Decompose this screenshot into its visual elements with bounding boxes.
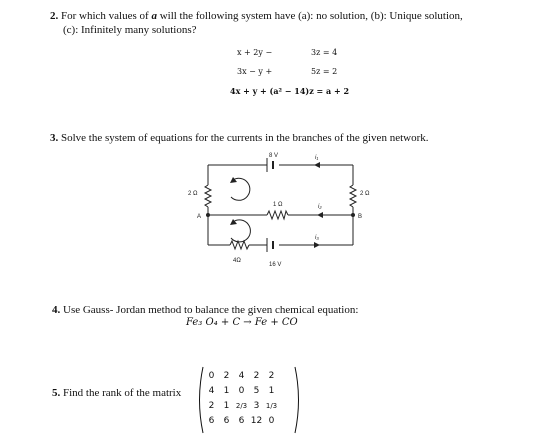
variable-a: a xyxy=(151,10,157,22)
matrix-cell: 3 xyxy=(253,400,260,411)
label-current-2: i₂ xyxy=(318,204,322,210)
question-5-text: Find the rank of the matrix xyxy=(60,387,182,399)
matrix-cell: 6 xyxy=(208,415,215,426)
equation-2-left: 3x − y + xyxy=(237,67,273,76)
battery-8v xyxy=(267,158,273,172)
label-current-1: i₁ xyxy=(315,155,319,161)
matrix-cell: 4 xyxy=(208,385,215,396)
question-5 xyxy=(52,386,181,400)
matrix-cell: 4 xyxy=(238,370,245,381)
label-node-b: B xyxy=(358,214,363,220)
rank-matrix xyxy=(195,364,303,436)
label-bottom-resistor: 4Ω xyxy=(233,258,241,264)
matrix-cell: 1/3 xyxy=(265,401,278,410)
matrix-cell: 2 xyxy=(253,370,260,381)
question-4-number: 4. xyxy=(52,304,61,316)
current-arrow-1 xyxy=(314,162,320,168)
matrix-row xyxy=(204,398,279,413)
label-16v: 16 V xyxy=(269,262,282,268)
matrix-cell: 12 xyxy=(250,415,263,426)
question-4-text: Use Gauss- Jordan method to balance the given chemical equation: xyxy=(60,304,359,316)
matrix-row xyxy=(204,413,279,428)
question-4 xyxy=(52,303,532,317)
circuit-diagram xyxy=(175,150,380,275)
matrix-cell: 2 xyxy=(208,400,215,411)
equation-2-right: 5z = 2 xyxy=(311,67,338,76)
matrix-cell: 0 xyxy=(238,385,245,396)
question-3-text: Solve the system of equations for the currents in the branches of the given network. xyxy=(58,132,429,144)
matrix-cell: 2/3 xyxy=(235,401,248,410)
matrix-row xyxy=(204,383,279,398)
matrix-cell: 2 xyxy=(223,370,230,381)
question-2-text-end: will the following system have (a): no solution, (b): Unique solution, xyxy=(156,10,463,22)
matrix-cell: 0 xyxy=(208,370,215,381)
question-3-number: 3. xyxy=(50,132,59,144)
matrix-cell: 5 xyxy=(253,385,260,396)
resistor-right xyxy=(350,185,356,207)
label-node-a: A xyxy=(197,214,202,220)
question-3 xyxy=(50,131,530,145)
equation-1-right: 3z = 4 xyxy=(311,48,338,57)
resistor-middle xyxy=(267,211,288,219)
matrix-cell: 1 xyxy=(223,400,230,411)
question-2 xyxy=(50,9,530,23)
question-2-number: 2. xyxy=(50,10,59,22)
chemical-equation: Fe₃ O₄ + C → Fe + CO xyxy=(186,317,298,328)
matrix-cell: 6 xyxy=(223,415,230,426)
matrix-cell: 1 xyxy=(268,385,275,396)
equation-1-left: x + 2y − xyxy=(237,48,273,57)
battery-16v xyxy=(267,238,273,252)
label-right-resistor: 2 Ω xyxy=(360,191,370,197)
current-arrow-2 xyxy=(317,212,323,218)
question-5-number: 5. xyxy=(52,387,61,399)
matrix-cell: 1 xyxy=(223,385,230,396)
matrix-row xyxy=(204,368,279,383)
question-2-text-start: For which values of xyxy=(58,10,152,22)
label-middle-resistor: 1 Ω xyxy=(273,202,283,208)
current-arrow-3 xyxy=(314,242,320,248)
matrix-cell: 2 xyxy=(268,370,275,381)
matrix-cell: 0 xyxy=(268,415,275,426)
equation-3: 4x + y + (a² − 14)z = a + 2 xyxy=(230,86,350,96)
label-left-resistor: 2 Ω xyxy=(188,191,198,197)
label-8v: 8 V xyxy=(269,153,279,159)
matrix-cell: 6 xyxy=(238,415,245,426)
resistor-left xyxy=(205,185,211,207)
question-2-line-2: (c): Infinitely many solutions? xyxy=(63,24,197,36)
label-current-3: i₃ xyxy=(315,235,319,241)
